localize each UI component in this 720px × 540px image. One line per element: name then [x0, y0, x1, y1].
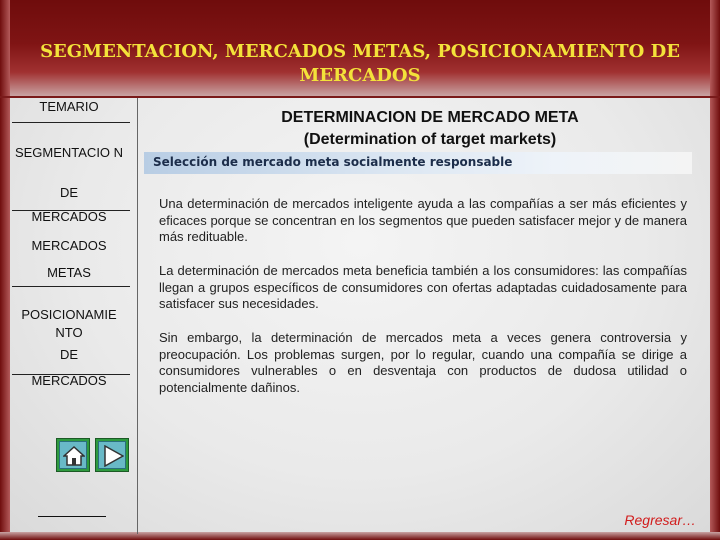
paragraph-1: Una determinación de mercados inteligente ayuda a las compañías a ser más eficientes y eficaces porque se concentran en los segmentos que pueden satisfacer mejor y de manera más redituable. — [159, 196, 687, 244]
main-heading — [150, 107, 710, 151]
home-icon — [59, 441, 87, 469]
sidebar-item-mercados-1[interactable]: MERCADOS — [31, 209, 107, 224]
slide-title: SEGMENTACION, MERCADOS METAS, POSICIONAMIENTO DE MERCADOS — [40, 41, 680, 86]
subheading-banner — [144, 152, 692, 174]
footer-rule — [38, 516, 106, 517]
subheading: Selección de mercado meta socialmente responsable — [153, 155, 513, 169]
sidebar-item-mercados-2[interactable]: MERCADOS — [31, 238, 107, 253]
sidebar-divider — [137, 98, 138, 534]
sidebar-item-metas[interactable]: METAS — [47, 265, 91, 280]
sidebar-item-de-1[interactable]: DE — [59, 185, 79, 200]
sidebar-rule — [12, 122, 130, 123]
home-button[interactable] — [56, 438, 90, 472]
sidebar-item-temario[interactable]: TEMARIO — [39, 99, 99, 114]
sidebar-item-de-2[interactable]: DE — [59, 347, 79, 362]
main-heading-line-1: DETERMINACION DE MERCADO META — [281, 109, 579, 126]
sidebar-item-mercados-3[interactable]: MERCADOS — [31, 373, 107, 388]
play-arrow-icon — [98, 441, 126, 469]
sidebar-rule — [12, 286, 130, 287]
back-link[interactable]: Regresar… — [624, 512, 696, 528]
main-heading-line-2: (Determination of target markets) — [303, 131, 557, 148]
sidebar-item-posicionamiento[interactable]: POSICIONAMIE NTO — [21, 307, 117, 340]
sidebar-item-segmentacion[interactable]: SEGMENTACIO N — [14, 145, 124, 160]
next-button[interactable] — [95, 438, 129, 472]
paragraph-2: La determinación de mercados meta beneficia también a los consumidores: las compañías llegan a grupos específicos de consumidores con ofertas adaptadas cuidadosamente para satisfacer sus necesidades. — [159, 263, 687, 311]
right-frame — [710, 0, 720, 540]
paragraph-3: Sin embargo, la determinación de mercados meta a veces genera controversia y preocupación. Los problemas surgen, por lo regular, cuando una compañía se dirige a consumidores vulnerables o en desventaja con productos de dudosa utilidad o potencialmente dañinos. — [159, 330, 687, 395]
